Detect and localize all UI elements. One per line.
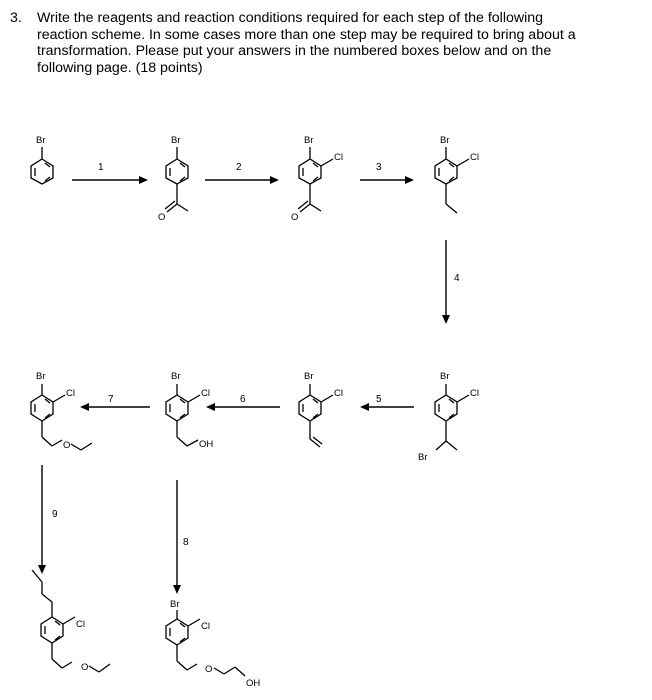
arrow-step-7 (80, 394, 150, 411)
atom-br: Br (418, 452, 428, 463)
atom-br: Br (171, 371, 181, 382)
step-number: 9 (52, 509, 58, 520)
step-number: 3 (376, 162, 382, 173)
atom-cl: Cl (76, 619, 85, 630)
atom-cl: Cl (201, 621, 210, 632)
question-number: 3. (10, 10, 22, 26)
atom-cl: Cl (66, 388, 75, 399)
atom-br: Br (36, 371, 46, 382)
arrow-step-5 (360, 394, 414, 411)
atom-cl: Cl (470, 388, 479, 399)
atom-oh: OH (199, 439, 214, 450)
atom-o: O (63, 440, 71, 451)
atom-br: Br (440, 135, 450, 146)
step-number: 4 (454, 273, 460, 284)
atom-br: Br (304, 135, 314, 146)
atom-cl: Cl (334, 152, 343, 163)
atom-cl: Cl (334, 388, 343, 399)
molecule-bromochlorophenyl-hydroxyethyl-ether (166, 599, 260, 689)
arrow-step-2 (205, 162, 279, 184)
molecule-bromobenzene (31, 135, 53, 184)
arrow-step-9 (38, 465, 58, 574)
atom-oh: OH (246, 678, 261, 689)
atom-o: O (205, 664, 213, 675)
atom-br: Br (36, 135, 46, 146)
atom-br: Br (440, 371, 450, 382)
atom-o: O (158, 212, 166, 223)
molecule-ethylbromochlorobenzene (435, 135, 479, 213)
step-number: 5 (376, 394, 382, 405)
arrow-step-4 (442, 240, 460, 324)
molecule-bromochlorophenylethanol (166, 371, 213, 450)
arrow-step-1 (72, 162, 148, 184)
atom-o: O (81, 662, 89, 673)
molecule-bromochloroacetophenone (291, 135, 343, 223)
atom-br: Br (171, 135, 181, 146)
molecule-bromochlorophenyl-ethyl-ether (31, 371, 92, 451)
atom-o: O (291, 212, 299, 223)
molecule-vinylbromochlorobenzene (299, 371, 343, 447)
molecule-bromoacetophenone (158, 135, 188, 223)
question-text: Write the reagents and reaction conditions required for each step of the following reaction scheme. In some cases more than one step may be required to bring about a transformation. Please put your answers in the numbered boxes below and on the following page. (18 points) (37, 10, 576, 76)
arrow-step-3 (360, 162, 414, 184)
atom-cl: Cl (201, 388, 210, 399)
step-number: 1 (98, 162, 104, 173)
molecule-butyl-chlorophenyl-ethyl-ether (32, 570, 110, 673)
arrow-step-8 (173, 480, 189, 594)
step-number: 8 (183, 537, 189, 548)
molecule-bromoethylbromochlorobenzene (418, 371, 479, 463)
atom-cl: Cl (470, 152, 479, 163)
arrow-step-6 (206, 394, 280, 411)
atom-br: Br (170, 599, 180, 610)
atom-br: Br (304, 371, 314, 382)
step-number: 6 (240, 394, 246, 405)
step-number: 2 (236, 162, 242, 173)
step-number: 7 (108, 394, 114, 405)
